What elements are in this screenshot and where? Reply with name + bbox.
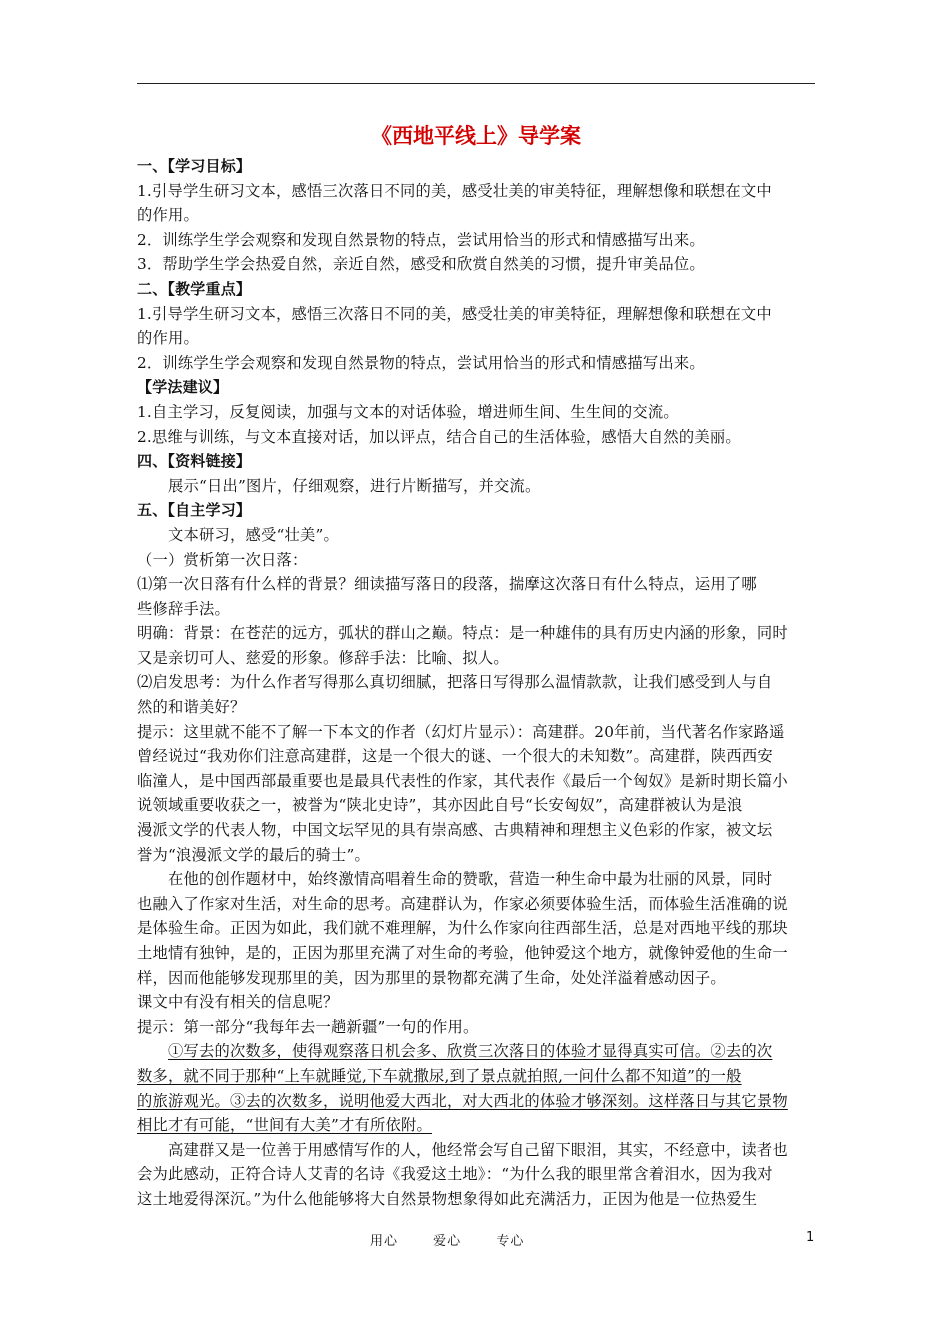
paragraph-line: 曾经说过“我劝你们注意高建群，这是一个很大的谜、一个很大的未知数”。高建群，陕西西安 — [137, 747, 773, 766]
paragraph-line: 文本研习，感受“壮美”。 — [168, 525, 340, 544]
paragraph-line: 些修辞手法。 — [137, 599, 230, 618]
footer-motto-3: 专心 — [496, 1234, 525, 1249]
section-heading-key-points: 二、【教学重点】 — [137, 279, 252, 298]
section-heading-objectives: 一、【学习目标】 — [137, 157, 252, 175]
paragraph-line: 1.引导学生研习文本，感悟三次落日不同的美，感受壮美的审美特征，理解想像和联想在文中 — [137, 181, 772, 200]
paragraph-line: 2．训练学生学会观察和发现自然景物的特点，尝试用恰当的形式和情感描写出来。 — [137, 353, 705, 372]
paragraph-line: 课文中有没有相关的信息呢？ — [137, 993, 339, 1012]
underlined-line: 相比才有可能，“世间有大美”才有所依附。 — [137, 1116, 432, 1135]
paragraph-line: 1.自主学习，反复阅读，加强与文本的对话体验，增进师生间、生生间的交流。 — [137, 402, 679, 421]
footer-motto — [370, 1230, 554, 1249]
paragraph-line: 提示：这里就不能不了解一下本文的作者（幻灯片显示）：高建群。20年前，当代著名作家路遥 — [137, 722, 785, 741]
paragraph-line: 2.思维与训练，与文本直接对话，加以评点，结合自己的生活体验，感悟大自然的美丽。 — [137, 427, 741, 446]
paragraph-line: 是体验生命。正因为如此，我们就不难理解，为什么作家向往西部生活，总是对西地平线的那块 — [137, 919, 788, 938]
paragraph-line: 样，因而他能够发现那里的美，因为那里的景物都充满了生命，处处洋溢着感动因子。 — [137, 968, 726, 987]
paragraph-line: 会为此感动，正符合诗人艾青的名诗《我爱这土地》：“为什么我的眼里常含着泪水，因为我对 — [137, 1165, 773, 1184]
header-rule — [137, 83, 815, 84]
paragraph-line: 又是亲切可人、慈爱的形象。修辞手法：比喻、拟人。 — [137, 648, 509, 667]
paragraph-line: 誉为“浪漫派文学的最后的骑士”。 — [137, 845, 370, 864]
paragraph-line: 这土地爱得深沉。”为什么他能够将大自然景物想象得如此充满活力，正因为他是一位热爱生 — [137, 1189, 758, 1208]
paragraph-line: 土地情有独钟，是的，正因为那里充满了对生命的考验，他钟爱这个地方，就像钟爱他的生命一 — [137, 944, 788, 962]
paragraph-line: 提示：第一部分“我每年去一趟新疆”一句的作用。 — [137, 1017, 479, 1036]
paragraph-line: ⑴第一次日落有什么样的背景？细读描写落日的段落，揣摩这次落日有什么特点，运用了哪 — [137, 575, 757, 594]
paragraph-line: 1.引导学生研习文本，感悟三次落日不同的美，感受壮美的审美特征，理解想像和联想在文中 — [137, 304, 772, 323]
footer-motto-1: 用心 — [370, 1234, 399, 1249]
paragraph-line: 临潼人，是中国西部最重要也是最具代表性的作家，其代表作《最后一个匈奴》是新时期长篇小 — [137, 771, 788, 790]
paragraph-line: （一）赏析第一次日落： — [137, 550, 308, 569]
paragraph-line: 的作用。 — [137, 206, 199, 225]
paragraph-line: 2．训练学生学会观察和发现自然景物的特点，尝试用恰当的形式和情感描写出来。 — [137, 230, 705, 249]
footer-motto-2: 爱心 — [433, 1234, 462, 1249]
paragraph-line: ⑵启发思考：为什么作者写得那么真切细腻，把落日写得那么温情款款，让我们感受到人与自 — [137, 673, 773, 692]
document-body — [137, 120, 815, 1212]
paragraph-line: 说领域重要收获之一，被誉为“陕北史诗”，其亦因此自号“长安匈奴”，高建群被认为是浪 — [137, 796, 743, 815]
paragraph-line: 展示“日出”图片，仔细观察，进行片断描写，并交流。 — [168, 476, 541, 495]
paragraph-line: 漫派文学的代表人物，中国文坛罕见的具有崇高感、古典精神和理想主义色彩的作家，被文坛 — [137, 821, 773, 840]
paragraph-line: 也融入了作家对生活，对生命的思考。高建群认为，作家必须要体验生活，而体验生活准确的说 — [137, 894, 788, 913]
paragraph-line: 的作用。 — [137, 329, 199, 348]
paragraph-line: 在他的创作题材中，始终激情高唱着生命的赞歌，营造一种生命中最为壮丽的风景，同时 — [168, 870, 773, 889]
paragraph-line: 3．帮助学生学会热爱自然，亲近自然，感受和欣赏自然美的习惯，提升审美品位。 — [137, 255, 705, 274]
underlined-line: 的旅游观光。③去的次数多，说明他爱大西北，对大西北的体验才够深刻。这样落日与其它景物 — [137, 1091, 788, 1110]
document-title: 《西地平线上》导学案 — [371, 124, 581, 148]
paragraph-line: 然的和谐美好？ — [137, 698, 246, 717]
paragraph-line: 高建群又是一位善于用感情写作的人，他经常会写自己留下眼泪，其实，不经意中，读者也 — [168, 1140, 788, 1159]
page-footer — [0, 1230, 950, 1254]
underlined-line: ①写去的次数多，使得观察落日机会多、欣赏三次落日的体验才显得真实可信。②去的次 — [168, 1042, 773, 1061]
paragraph-line: 明确：背景：在苍茫的远方，弧状的群山之巅。特点：是一种雄伟的具有历史内涵的形象，同时 — [137, 624, 788, 643]
page-number: 1 — [806, 1230, 815, 1245]
underlined-line: 数多，就不同于那种“上车就睡觉,下车就撒尿,到了景点就拍照,一问什么都不知道”的一般 — [137, 1066, 742, 1085]
section-heading-self-study: 五、【自主学习】 — [137, 501, 252, 520]
section-heading-study-advice: 【学法建议】 — [137, 378, 229, 397]
section-heading-resources: 四、【资料链接】 — [137, 452, 252, 471]
